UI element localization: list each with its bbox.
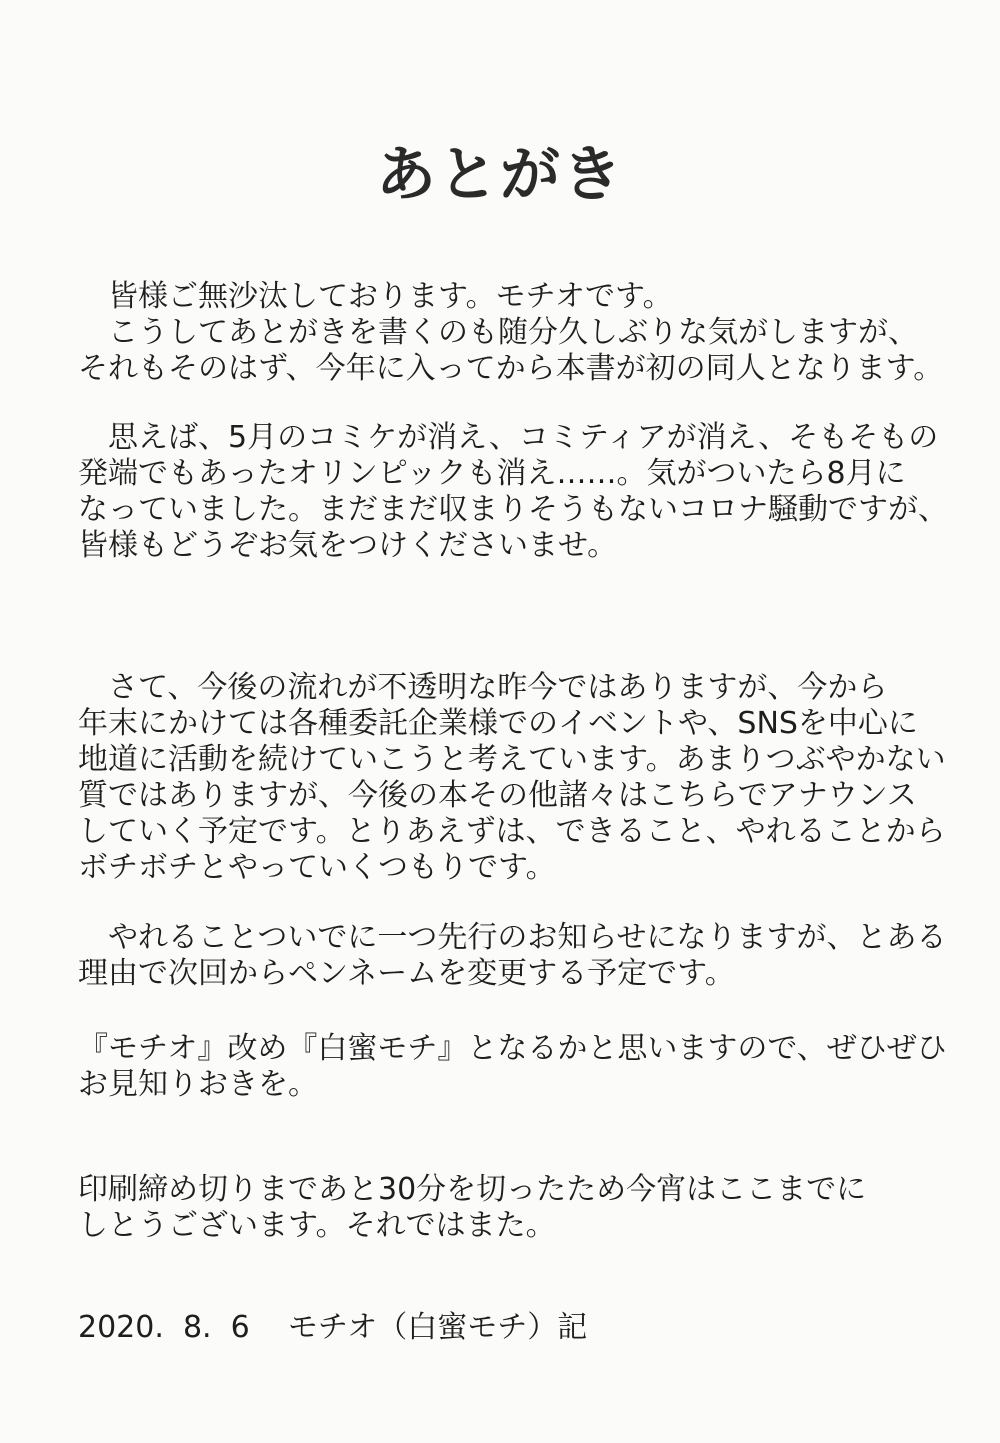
body-line: 地道に活動を続けていこうと考えています。あまりつぶやかない — [78, 742, 946, 777]
body-line: お見知りおきを。 — [78, 1067, 318, 1102]
body-line: 『モチオ』改め『白蜜モチ』となるかと思いますので、ぜひぜひ — [78, 1031, 947, 1066]
body-line: なっていました。まだまだ収まりそうもないコロナ騒動ですが、 — [78, 492, 948, 527]
body-line: 年末にかけては各種委託企業様でのイベントや、SNSを中心に — [78, 706, 918, 741]
body-line: していく予定です。とりあえずは、できること、やれることから — [78, 814, 946, 849]
body-line: 発端でもあったオリンピックも消え……。気がついたら8月に — [78, 456, 906, 491]
body-line: 理由で次回からペンネームを変更する予定です。 — [78, 956, 735, 991]
body-line: 思えば、5月のコミケが消え、コミティアが消え、そもそもの — [108, 420, 939, 455]
signature-line: 2020. 8. 6 モチオ（白蜜モチ）記 — [78, 1310, 588, 1345]
page-title: あとがき — [376, 140, 624, 210]
body-line: それもそのはず、今年に入ってから本書が初の同人となります。 — [78, 351, 944, 386]
body-line: こうしてあとがきを書くのも随分久しぶりな気がしますが、 — [108, 315, 918, 350]
body-line: ボチボチとやっていくつもりです。 — [78, 850, 556, 885]
body-line: やれることついでに一つ先行のお知らせになりますが、とある — [108, 920, 947, 955]
body-line: 質ではありますが、今後の本その他諸々はこちらでアナウンス — [78, 778, 917, 813]
body-line: 印刷締め切りまであと30分を切ったため今宵はここまでに — [78, 1172, 867, 1207]
body-line: 皆様ご無沙汰しております。モチオです。 — [108, 279, 673, 314]
body-line: さて、今後の流れが不透明な昨今ではありますが、今から — [108, 670, 888, 705]
body-line: しとうございます。それではまた。 — [78, 1208, 556, 1243]
body-line: 皆様もどうぞお気をつけくださいませ。 — [78, 528, 618, 563]
